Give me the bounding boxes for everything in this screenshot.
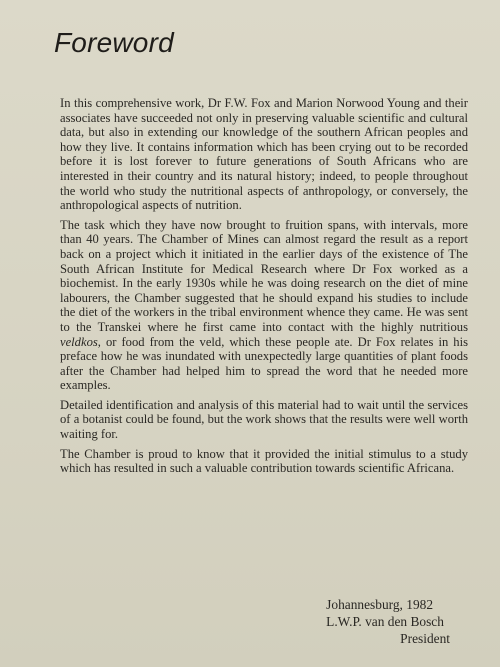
signature-block bbox=[326, 596, 450, 647]
veldkos-term: veldkos bbox=[60, 334, 98, 349]
paragraph-1: In this comprehensive work, Dr F.W. Fox and Marion Norwood Young and their associates have succeeded not only in preserving valuable scientific and cultural data, but also in extending our knowledge of the southern African peoples and how they live. It contains information which has been crying out to be recorded before it is lost forever to future generations of South Africans who are interested in their country and its natural history; indeed, to people throughout the world who study the nutritional aspects of anthropology, or conversely, the anthropological aspects of nutrition. bbox=[60, 96, 468, 213]
signature-role: President bbox=[400, 631, 450, 646]
paragraph-4: The Chamber is proud to know that it provided the initial stimulus to a study which has resulted in such a valuable contribution towards scientific Africana. bbox=[60, 446, 468, 476]
signature-place-date: Johannesburg, 1982 bbox=[326, 597, 434, 612]
paragraph-2: The task which they have now brought to fruition spans, with intervals, more than 40 years. The Chamber of Mines can almost regard the result as a report back on a project which it initiated in the earlier days of the existence of The South African Institute for Medical Research where Dr Fox worked as a biochemist. In the early 1930s while he was doing research on the diet of mine labourers, the Chamber suggested that he should expand his studies to include the diet of the workers in the tribal environment whence they came. He was sent to the Transkei where he first came into contact with the highly nutritious veldkos, or food from the veld, which these people ate. Dr Fox relates in his preface how he was inundated with unexpectedly large quantities of plant foods after the Chamber had helped him to spread the word that he needed more examples. bbox=[60, 217, 468, 393]
page-title: Foreword bbox=[54, 27, 174, 58]
foreword-body bbox=[60, 96, 468, 476]
paragraph-3: Detailed identification and analysis of this material had to wait until the services of a botanist could be found, but the work shows that the results were well worth waiting for. bbox=[60, 397, 468, 442]
signature-name: L.W.P. van den Bosch bbox=[326, 614, 444, 629]
